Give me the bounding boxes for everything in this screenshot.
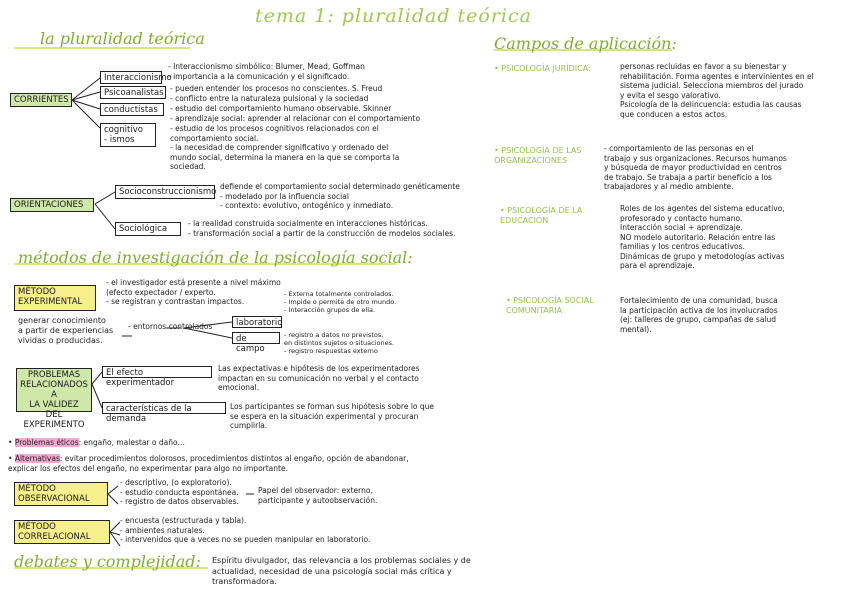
correlacional-text: - encuesta (estructurada y tabla). - ambientes naturales. - intervenidos que a veces no se pueden manipular en laboratorio.: [120, 516, 371, 544]
efecto-experimentador-box: El efecto experimentador: [102, 366, 212, 378]
socioconstruccionismo-box: Socioconstruccionismo: [115, 185, 215, 199]
debates-text: Espíritu divulgador, das relevancia a los problemas sociales y de actualidad, necesidad de una psicología social más crítica y transformadora.: [212, 556, 471, 586]
conductistas-box: conductistas: [100, 103, 164, 116]
campo-educacion-text: Roles de los agentes del sistema educativo, profesorado y contacto humano. Interacción social + aprendizaje. NO modelo autoritario. Relación entre las familias y los centros educativos. Dinámicas de grupo y metodologías activas para el aprendizaje.: [620, 204, 785, 270]
experimental-text: - el investigador está presente a nivel máximo (efecto expectador / experto. - se registran y contrastan impactos.: [106, 278, 281, 306]
psicoanalistas-text: - pueden entender los procesos no conscientes. S. Freud - conflicto entre la naturaleza pulsional y la sociedad: [170, 84, 383, 103]
conductistas-text: - estudio del comportamiento humano observable. Skinner - aprendizaje social: aprender al relacionar con el comportamiento: [170, 104, 421, 123]
caracteristicas-demanda-box: características de la demanda: [102, 402, 226, 414]
socioconstruccionismo-text: defiende el comportamiento social determinado genéticamente - modelado por la influencia social - contexto: evolutivo, ontogénico y inmediato.: [220, 182, 460, 210]
campo-educacion-head: • PSICOLOGÍA DE LA EDUCACIÓN: [500, 206, 583, 225]
problemas-eticos: • Problemas éticos: engaño, malestar o daño…: [8, 438, 186, 447]
cognitivismo-box: cognitivo - ismos: [100, 123, 156, 147]
metodo-experimental-box: MÉTODO EXPERIMENTAL: [14, 285, 96, 311]
campo-organizaciones-text: - comportamiento de las personas en el trabajo y sus organizaciones. Recursos humanos y búsqueda de mayor productividad en centros de trabajo. Se trabaja a partir beneficio a los trabajadores y al medio ambiente.: [604, 144, 787, 191]
experimental-definicion: generar conocimiento a partir de experiencias vividas o producidas.: [18, 316, 114, 345]
sociologica-box: Sociológica: [115, 222, 181, 236]
efecto-text: Las expectativas e hipótesis de los experimentadores impactan en su comunicación no verbal y el contacto emocional.: [218, 364, 420, 392]
metodo-observacional-box: MÉTODO OBSERVACIONAL: [14, 482, 108, 506]
section-campos: Campos de aplicación:: [494, 34, 677, 53]
alternativas-label: Alternativas: [14, 454, 60, 463]
section-pluralidad: la pluralidad teórica: [40, 29, 205, 48]
laboratorio-text: - Externa totalmente controlados. - Impide o permite de otro mundo. - Interacción grupos de ella.: [284, 290, 397, 314]
campo-comunitaria-head: • PSICOLOGÍA SOCIAL COMUNITARIA: [506, 296, 594, 315]
section-metodos: métodos de investigación de la psicología social:: [18, 248, 413, 267]
caracteristicas-text: Los participantes se forman sus hipótesis sobre lo que se espera en la situación experimental y procuran cumplirla.: [230, 402, 435, 430]
psicoanalistas-box: Psicoanalistas: [100, 86, 166, 99]
metodo-correlacional-box: MÉTODO CORRELACIONAL: [14, 520, 110, 544]
section-debates: debates y complejidad:: [14, 552, 201, 571]
corrientes-box: CORRIENTES: [10, 93, 72, 107]
orientaciones-box: ORIENTACIONES: [10, 198, 94, 212]
page-title: tema 1: pluralidad teórica: [255, 5, 532, 27]
observacional-text: - descriptivo, (o exploratorio). - estudio conducta espontánea. - registro de datos observables.: [120, 478, 239, 506]
cognitivismo-text: - estudio de los procesos cognitivos relacionados con el comportamiento social. - la necesidad de comprender significativo y ordenado del mundo social, determina la manera en la que se comporta la sociedad.: [170, 124, 400, 171]
problemas-eticos-text: : engaño, malestar o daño…: [78, 438, 186, 447]
problemas-eticos-label: Problemas éticos: [14, 438, 79, 447]
laboratorio-box: laboratorio: [232, 316, 282, 328]
alternativas: • Alternativas: evitar procedimientos dolorosos, procedimientos distintos al engaño, opción de abandonar, explicar los efectos del engaño, no experimentar para algo no importante.: [8, 454, 409, 473]
problemas-validez-box: PROBLEMAS RELACIONADOS A LA VALIDEZ DEL EXPERIMENTO: [16, 368, 92, 412]
alternativas-text: : evitar procedimientos dolorosos, procedimientos distintos al engaño, opción de abandonar, explicar los efectos del engaño, no experimentar para algo no importante.: [8, 454, 409, 473]
campo-juridica-head: • PSICOLOGÍA JURÍDICA:: [494, 64, 591, 73]
sociologica-text: - la realidad construida socialmente en interacciones históricas. - transformación social a partir de la construcción de modelos sociales.: [188, 219, 456, 238]
interaccionismo-text: - Interaccionismo simbólico: Blumer, Mead, Goffman - importancia a la comunicación y el significado.: [168, 62, 365, 81]
observacional-papel: Papel del observador: externo, participante y autoobservación.: [258, 486, 378, 505]
entornos-text: - entornos controlados: [128, 322, 213, 331]
campo-text: - registro a datos no previstos, en distintos sujetos o situaciones. - registro respuestas externo: [284, 331, 395, 355]
campo-juridica-text: personas recluidas en favor a su bienestar y rehabilitación. Forma agentes e intervinientes en el sistema judicial. Selecciona miembros del jurado y evita el sesgo valorativo. Psicología de la delincuencia: estudia las causas que conducen a estos actos.: [620, 62, 814, 119]
interaccionismo-box: Interaccionismo: [100, 71, 162, 84]
campo-comunitaria-text: Fortalecimiento de una comunidad, busca la participación activa de los involucrados (ej: talleres de grupo, campañas de salud mental).: [620, 296, 778, 334]
campo-organizaciones-head: • PSICOLOGÍA DE LAS ORGANIZACIONES: [494, 146, 582, 165]
de-campo-box: de campo: [232, 332, 280, 344]
